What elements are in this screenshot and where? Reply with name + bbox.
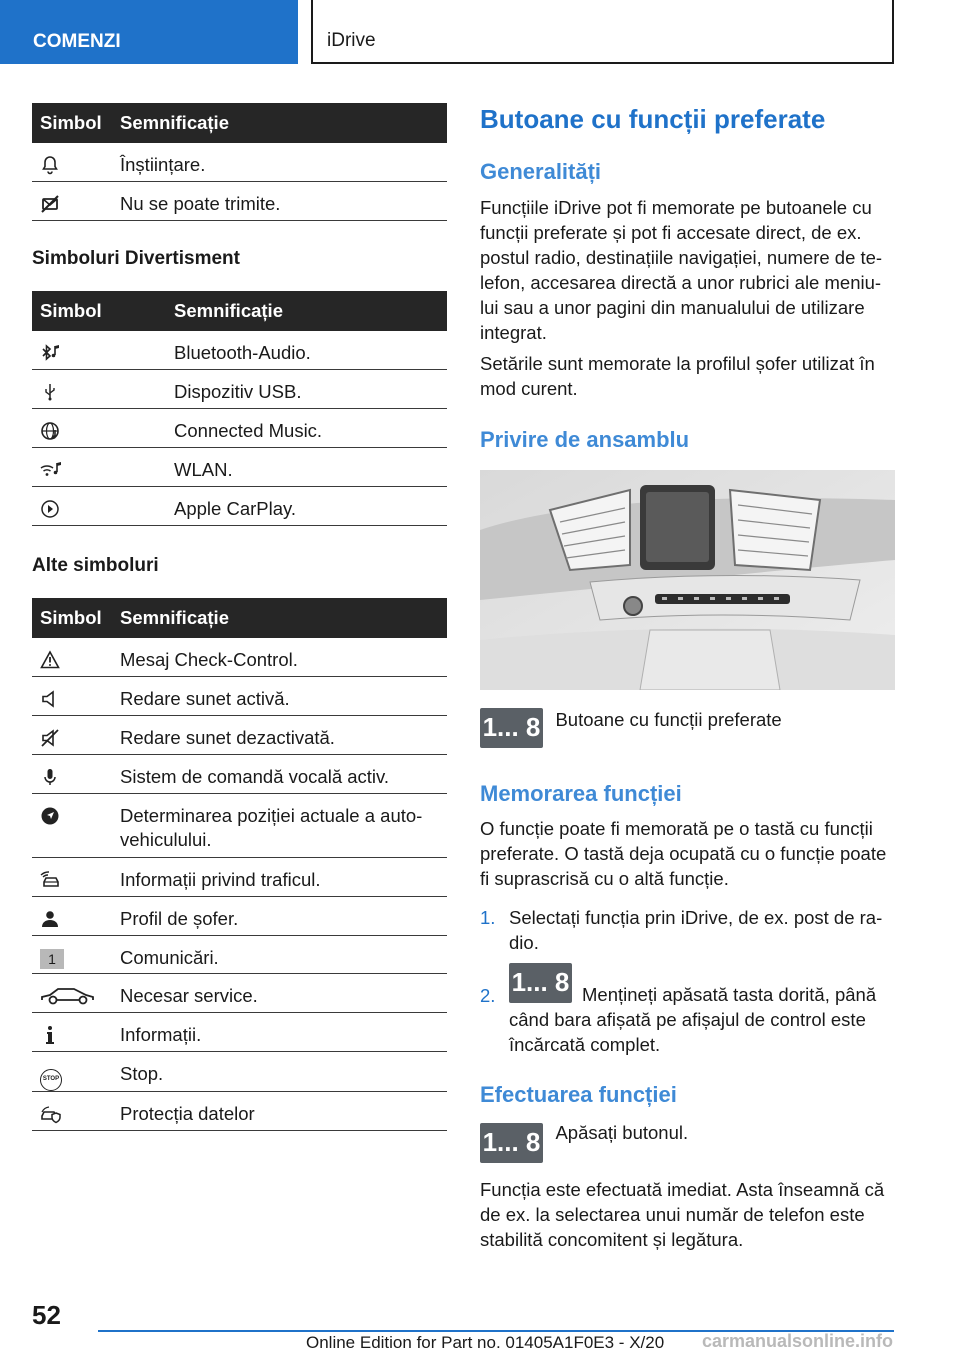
data-protection-icon xyxy=(40,1104,62,1124)
memorize-paragraph: O funcție poate fi memorată pe o tastă cu funcții preferate. O tastă deja ocupată cu o funcție poate fi suprascrisă cu o altă funcție. xyxy=(480,818,887,889)
row-text: Sistem de comandă vocală activ. xyxy=(120,755,447,794)
heading-overview: Privire de ansamblu xyxy=(480,427,690,452)
stop-glyph: STOP xyxy=(42,1076,60,1082)
row-text: Stop. xyxy=(120,1052,447,1092)
row-text: Apple CarPlay. xyxy=(174,487,447,526)
col-meaning: Semnificație xyxy=(174,291,447,331)
favorite-buttons-icon xyxy=(480,708,543,748)
step-2-number: 2. xyxy=(480,985,496,1006)
row-text: Nu se poate trimite. xyxy=(120,182,447,221)
table-row xyxy=(32,1013,447,1052)
subheading-other: Alte simboluri xyxy=(32,555,159,576)
col-symbol: Simbol xyxy=(32,291,174,331)
table-row xyxy=(32,936,447,974)
stop-icon xyxy=(40,1069,62,1091)
col-meaning: Semnificație xyxy=(120,103,447,143)
row-text: Determinarea poziției actuale a auto- xyxy=(120,805,423,826)
warning-triangle-icon xyxy=(40,650,62,670)
col-symbol: Simbol xyxy=(32,103,120,143)
row-text: Informații. xyxy=(120,1013,447,1052)
table-row xyxy=(32,794,447,858)
message-number-glyph: 1 xyxy=(48,951,56,967)
step-1-text: Selectați funcția prin iDrive, de ex. post de ra-dio. xyxy=(509,907,883,953)
row-text-continued: vehiculului. xyxy=(120,829,212,850)
table-row xyxy=(32,370,447,409)
favorite-buttons-glyph: 1... 8 xyxy=(482,1127,541,1157)
dashboard-illustration xyxy=(480,470,895,690)
table-row xyxy=(32,974,447,1013)
row-text: Connected Music. xyxy=(174,409,447,448)
table-row xyxy=(32,409,447,448)
col-meaning: Semnificație xyxy=(120,598,447,638)
table-row xyxy=(32,487,447,526)
execute-paragraph: Apăsați butonul. xyxy=(555,1122,689,1143)
watermark: carmanualsonline.info xyxy=(702,1331,894,1351)
chapter-header xyxy=(311,0,894,64)
favorite-buttons-icon xyxy=(509,963,572,1003)
dashboard-photo xyxy=(480,470,895,690)
microphone-icon xyxy=(40,767,62,787)
table-row xyxy=(32,677,447,716)
page-number: 52 xyxy=(32,1300,61,1330)
row-text: Comunicări. xyxy=(120,936,447,974)
usb-icon xyxy=(40,382,62,402)
symbols-table-other xyxy=(32,598,447,1131)
chapter-title: iDrive xyxy=(327,30,376,51)
car-service-icon xyxy=(40,986,98,1006)
driver-profile-icon xyxy=(40,909,62,929)
heading-memorize: Memorarea funcției xyxy=(480,781,682,806)
row-text: Dispozitiv USB. xyxy=(174,370,447,409)
general-paragraph-2: Setările sunt memorate la profilul șofer utilizat în mod curent. xyxy=(480,353,875,399)
row-text: Necesar service. xyxy=(120,974,447,1013)
traffic-car-icon xyxy=(40,870,62,890)
bluetooth-audio-icon xyxy=(40,343,62,363)
row-text: Profil de șofer. xyxy=(120,897,447,936)
favorite-buttons-glyph: 1... 8 xyxy=(511,967,570,997)
row-text: Mesaj Check-Control. xyxy=(120,638,447,677)
row-text: Redare sunet dezactivată. xyxy=(120,716,447,755)
symbols-table-entertainment xyxy=(32,291,447,526)
section-title: COMENZI xyxy=(33,31,121,52)
bell-icon xyxy=(40,155,62,175)
step-2-text: Mențineți apăsată tasta dorită, până când bara afișată pe afișajul de control este încărcată complet. xyxy=(509,984,877,1055)
table-row xyxy=(32,858,447,897)
table-row xyxy=(32,182,447,221)
table-row xyxy=(32,716,447,755)
col-symbol: Simbol xyxy=(32,598,120,638)
info-icon xyxy=(40,1025,62,1045)
step-1 xyxy=(480,905,895,955)
favorite-buttons-glyph: 1... 8 xyxy=(482,712,541,742)
speaker-muted-icon xyxy=(40,728,62,748)
row-text: Protecția datelor xyxy=(120,1092,447,1131)
location-icon xyxy=(40,806,62,826)
final-paragraph: Funcția este efectuată imediat. Asta înseamnă că de ex. la selectarea unui număr de telefon este stabilită concomitent și legătura. xyxy=(480,1179,885,1250)
connected-music-icon xyxy=(40,421,62,441)
heading-execute: Efectuarea funcției xyxy=(480,1082,677,1107)
table-row xyxy=(32,755,447,794)
step-1-number: 1. xyxy=(480,907,496,928)
row-text: Bluetooth-Audio. xyxy=(174,331,447,370)
wlan-music-icon xyxy=(40,460,62,480)
table-row xyxy=(32,638,447,677)
step-2 xyxy=(480,963,895,1057)
message-number-icon xyxy=(40,949,64,969)
message-crossed-icon xyxy=(40,194,62,214)
table-row xyxy=(32,331,447,370)
heading-general: Generalități xyxy=(480,159,602,184)
table-row xyxy=(32,1052,447,1092)
table-row xyxy=(32,897,447,936)
favorite-buttons-icon xyxy=(480,1123,543,1163)
image-caption: Butoane cu funcții preferate xyxy=(555,709,782,730)
subheading-entertainment: Simboluri Divertisment xyxy=(32,248,240,269)
carplay-icon xyxy=(40,499,62,519)
table-row xyxy=(32,143,447,182)
symbols-table-general xyxy=(32,103,447,221)
execute-row xyxy=(480,1123,895,1163)
table-row xyxy=(32,1092,447,1131)
table-row xyxy=(32,448,447,487)
speaker-icon xyxy=(40,689,62,709)
row-text: Redare sunet activă. xyxy=(120,677,447,716)
row-text: Înștiințare. xyxy=(120,143,447,182)
section-tab xyxy=(0,0,298,64)
general-paragraph-1: Funcțiile iDrive pot fi memorate pe butoanele cu funcții preferate și pot fi accesate direct, de ex. postul radio, destinațiile navigației, numere de te-lefon, accesarea directă a unor rubrici ale meniu-lui sau a unor pagini din manualului de utilizare integrat. xyxy=(480,197,883,343)
row-text: WLAN. xyxy=(174,448,447,487)
edition-text: Online Edition for Part no. 01405A1F0E3 - X/20 xyxy=(306,1333,665,1352)
row-text: Informații privind traficul. xyxy=(120,858,447,897)
section-title-favorites: Butoane cu funcții preferate xyxy=(480,104,826,134)
caption-row xyxy=(480,708,895,748)
